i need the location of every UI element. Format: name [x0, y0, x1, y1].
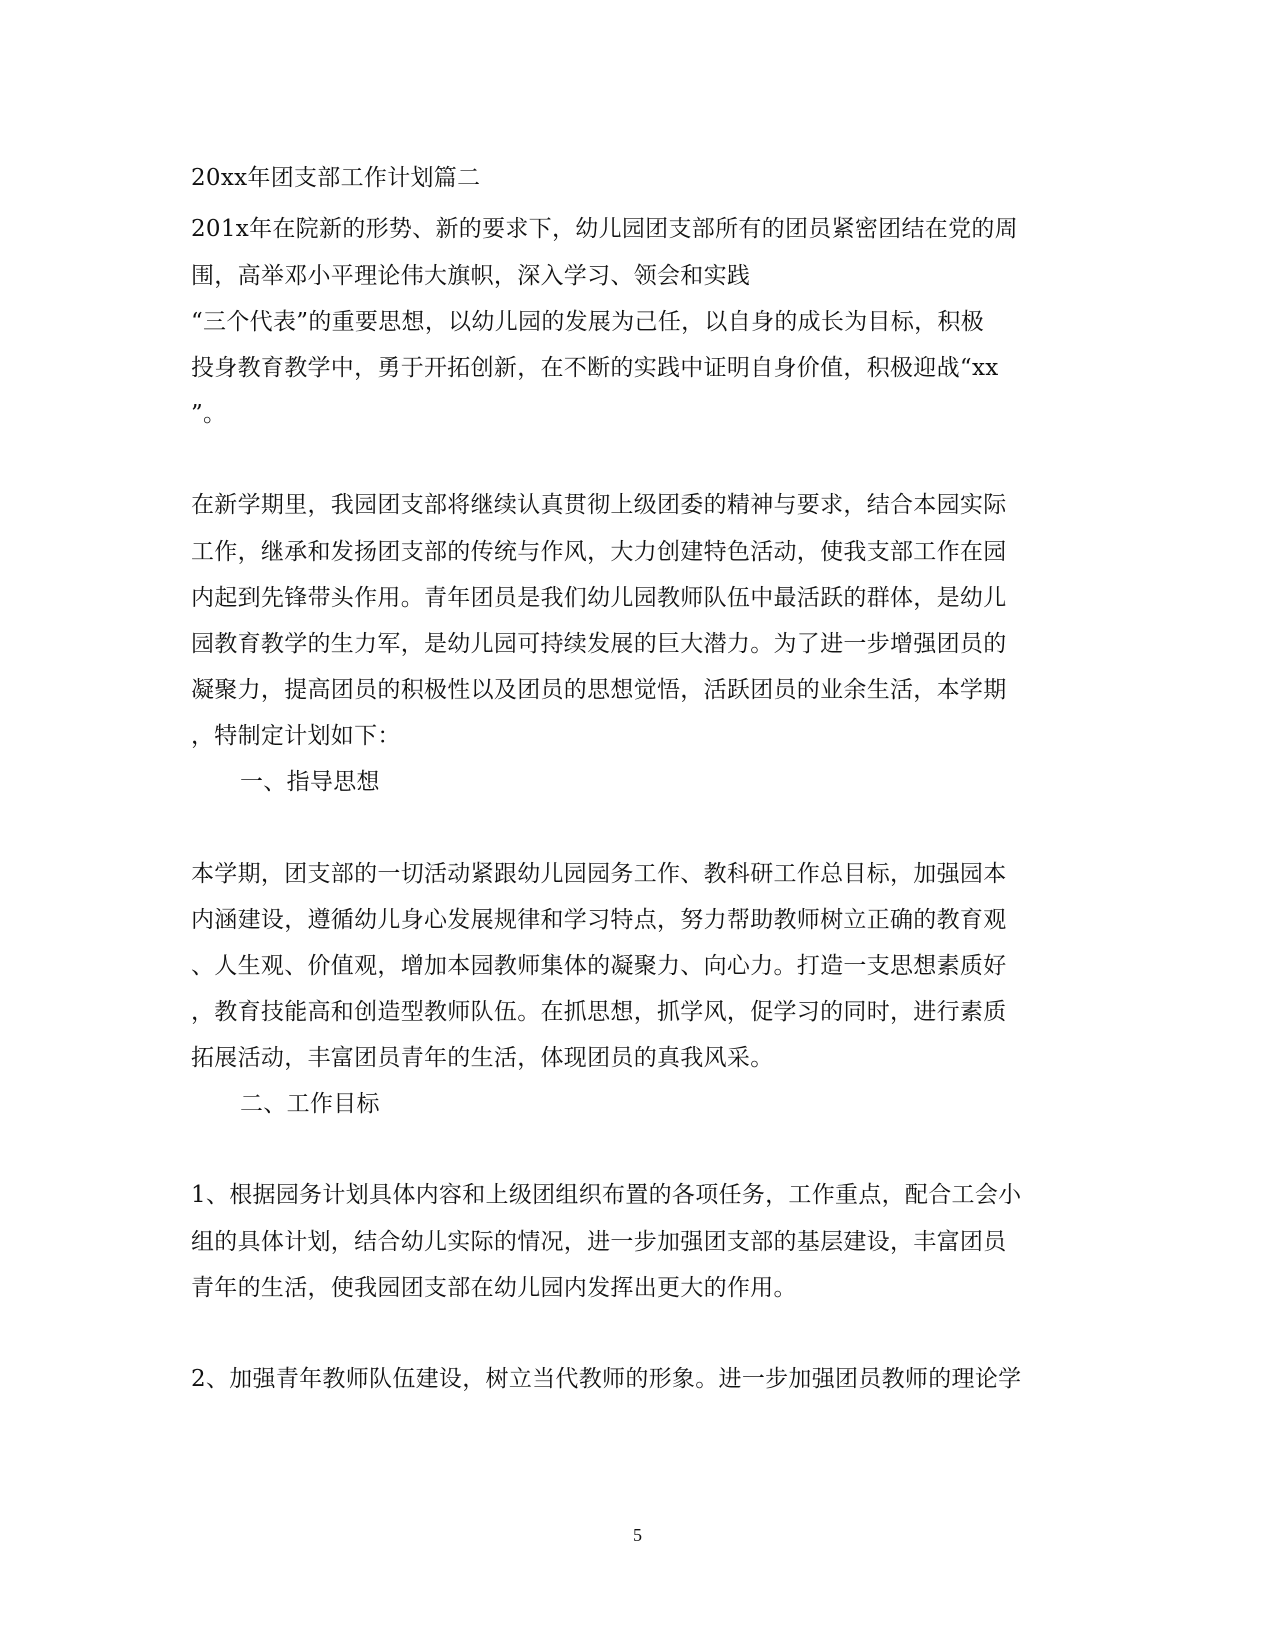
- text-line: 在新学期里，我园团支部将继续认真贯彻上级团委的精神与要求，结合本园实际: [191, 492, 1007, 518]
- text-line: 内起到先锋带头作用。青年团员是我们幼儿园教师队伍中最活跃的群体，是幼儿: [191, 585, 1007, 611]
- text-line: ，特制定计划如下：: [191, 723, 401, 749]
- text-line: 凝聚力，提高团员的积极性以及团员的思想觉悟，活跃团员的业余生活，本学期: [191, 677, 1007, 703]
- text-line: 投身教育教学中，勇于开拓创新，在不断的实践中证明自身价值，积极迎战“xx: [191, 355, 999, 381]
- section-heading: 一、指导思想: [240, 769, 380, 795]
- text-line: ，教育技能高和创造型教师队伍。在抓思想，抓学风，促学习的同时，进行素质: [191, 999, 1007, 1025]
- section-heading: 二、工作目标: [240, 1091, 380, 1117]
- text-line: 、人生观、价值观，增加本园教师集体的凝聚力、向心力。打造一支思想素质好: [191, 953, 1007, 979]
- text-line: 工作，继承和发扬团支部的传统与作风，大力创建特色活动，使我支部工作在园: [191, 539, 1007, 565]
- document-title: 20xx年团支部工作计划篇二: [191, 165, 481, 191]
- text-line: 内涵建设，遵循幼儿身心发展规律和学习特点，努力帮助教师树立正确的教育观: [191, 907, 1007, 933]
- page-number: 5: [633, 1525, 642, 1545]
- text-line: 本学期，团支部的一切活动紧跟幼儿园园务工作、教科研工作总目标，加强园本: [191, 861, 1007, 887]
- text-line: “三个代表”的重要思想，以幼儿园的发展为己任，以自身的成长为目标，积极: [191, 309, 985, 335]
- text-line: 2、加强青年教师队伍建设，树立当代教师的形象。进一步加强团员教师的理论学: [191, 1366, 1022, 1392]
- text-line: 园教育教学的生力军，是幼儿园可持续发展的巨大潜力。为了进一步增强团员的: [191, 631, 1007, 657]
- text-line: 拓展活动，丰富团员青年的生活，体现团员的真我风采。: [191, 1045, 774, 1071]
- text-line: 1、根据园务计划具体内容和上级团组织布置的各项任务，工作重点，配合工会小: [191, 1182, 1022, 1208]
- text-line: ”。: [191, 401, 227, 427]
- text-line: 201x年在院新的形势、新的要求下，幼儿园团支部所有的团员紧密团结在党的周: [191, 216, 1018, 242]
- text-line: 组的具体计划，结合幼儿实际的情况，进一步加强团支部的基层建设，丰富团员: [191, 1229, 1007, 1255]
- text-line: 青年的生活，使我园团支部在幼儿园内发挥出更大的作用。: [191, 1275, 797, 1301]
- text-line: 围，高举邓小平理论伟大旗帜，深入学习、领会和实践: [191, 263, 751, 289]
